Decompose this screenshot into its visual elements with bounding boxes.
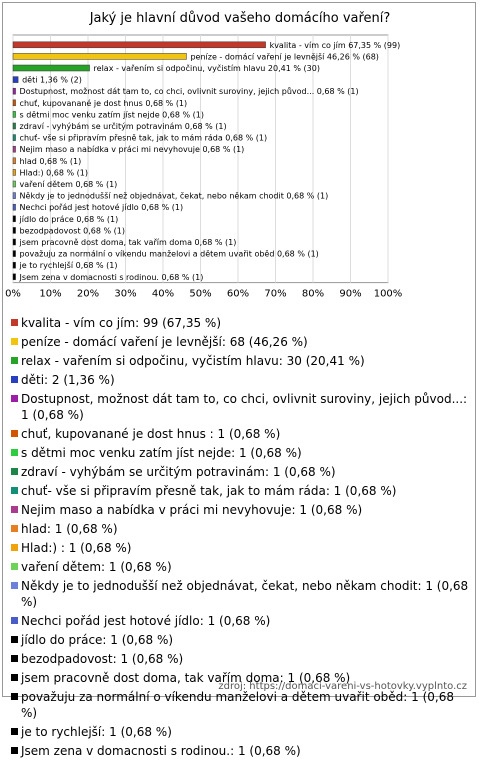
legend-item (11, 502, 473, 518)
legend-label: peníze - domácí vaření je levnější: 68 (46,26 %) (21, 335, 308, 349)
legend-item (11, 483, 473, 499)
bar-label: Nechci pořád jest hotové jídlo 0,68 % (1) (19, 203, 184, 213)
legend-label: považuju za normální o víkendu manželovi a dětem uvařit oběd: 1 (0,68 %) (21, 690, 455, 720)
legend-swatch (11, 525, 18, 532)
chart-title: Jaký je hlavní důvod vašeho domácího vaření? (89, 11, 391, 26)
legend-item (11, 391, 473, 423)
bar (13, 169, 16, 175)
legend-label: Nechci pořád jest hotové jídlo: 1 (0,68 %) (21, 614, 271, 628)
legend (11, 315, 473, 762)
legend-swatch (11, 449, 18, 456)
bar-label: je to rychlejší 0,68 % (1) (19, 261, 118, 271)
bar (13, 204, 16, 210)
x-tick-label: 20% (76, 288, 100, 300)
bar-label: Dostupnost, možnost dát tam to, co chci, ovlivnit suroviny, jejich původ... 0,68 % (1) (19, 87, 359, 97)
legend-item (11, 724, 473, 740)
legend-label: Jsem zena v domacnosti s rodinou.: 1 (0,68 %) (21, 744, 301, 758)
legend-label: Dostupnost, možnost dát tam to, co chci, ovlivnit suroviny, jejich původ...: 1 (0,68 %) (21, 392, 468, 422)
legend-label: chuť- vše si připravím přesně tak, jak to mám ráda: 1 (0,68 %) (21, 484, 397, 498)
bar (13, 193, 16, 199)
legend-label: kvalita - vím co jím: 99 (67,35 %) (21, 316, 222, 330)
bar (13, 251, 16, 257)
legend-label: hlad: 1 (0,68 %) (21, 522, 118, 536)
legend-label: vaření dětem: 1 (0,68 %) (21, 560, 172, 574)
legend-item (11, 578, 473, 610)
bar (13, 146, 16, 152)
plot-area (5, 35, 473, 300)
legend-swatch (11, 338, 18, 345)
legend-label: jsem pracovně dost doma, tak vařím doma: 1 (0,68 %) (21, 671, 351, 685)
x-tick-label: 90% (339, 288, 362, 300)
legend-item (11, 372, 473, 388)
x-tick-label: 40% (151, 288, 175, 300)
legend-item (11, 689, 473, 721)
legend-swatch (11, 319, 18, 326)
legend-swatch (11, 747, 18, 754)
bar (13, 262, 16, 268)
x-tick-label: 30% (114, 288, 137, 300)
bar (13, 77, 18, 83)
bar-label: vaření dětem 0,68 % (1) (19, 180, 118, 189)
legend-item (11, 521, 473, 537)
legend-item (11, 426, 473, 442)
bar (13, 88, 16, 94)
x-tick-label: 100% (373, 288, 403, 300)
legend-label: děti: 2 (1,36 %) (21, 373, 115, 387)
bar-label: jídlo do práce 0,68 % (1) (19, 214, 119, 224)
bar (13, 274, 16, 280)
bar (13, 53, 186, 59)
bar (13, 239, 16, 245)
legend-swatch (11, 430, 18, 437)
x-tick-label: 60% (226, 288, 250, 300)
bar (13, 123, 16, 129)
bar-label: považuju za normální o víkendu manželovi a dětem uvařit oběd 0,68 % (1) (19, 249, 319, 259)
bar-label: Nejim maso a nabídka v práci mi nevyhovuje 0,68 % (1) (19, 145, 245, 155)
legend-swatch (11, 728, 18, 735)
x-tick-label: 70% (264, 288, 287, 300)
bar-label: jsem pracovně dost doma, tak vařím doma 0,68 % (1) (19, 238, 237, 247)
legend-swatch (11, 655, 18, 662)
bar (13, 158, 16, 164)
legend-swatch (11, 582, 18, 589)
x-tick-label: 50% (189, 288, 212, 300)
bar-label: chuť, kupovanané je dost hnus 0,68 % (1) (19, 98, 188, 108)
legend-item (11, 743, 473, 759)
legend-label: chuť, kupovanané je dost hnus : 1 (0,68 %) (21, 427, 281, 441)
legend-swatch (11, 544, 18, 551)
legend-item (11, 353, 473, 369)
bar (13, 227, 16, 233)
legend-label: Hlad:) : 1 (0,68 %) (21, 541, 132, 555)
legend-swatch (11, 693, 18, 700)
bar-label: hlad 0,68 % (1) (19, 156, 82, 166)
bar-label: bezodpadovost 0,68 % (1) (19, 226, 125, 236)
source-note: zdroj: https://domaci-vareni-vs-hotovky.vyplnto.cz (218, 681, 467, 692)
legend-item (11, 559, 473, 575)
legend-item (11, 632, 473, 648)
legend-swatch (11, 563, 18, 570)
bar-label: kvalita - vím co jím 67,35 % (99) (269, 40, 401, 50)
x-tick-label: 80% (301, 288, 325, 300)
legend-item (11, 613, 473, 629)
bar-label: s dětmi moc venku zatím jíst nejde 0,68 % (1) (19, 110, 205, 120)
legend-label: Nejim maso a nabídka v práci mi nevyhovuje: 1 (0,68 %) (21, 503, 363, 517)
legend-swatch (11, 506, 18, 513)
legend-item (11, 445, 473, 461)
legend-item (11, 334, 473, 350)
legend-label: zdraví - vyhýbám se určitým potravinám: 1 (0,68 %) (21, 465, 336, 479)
legend-label: relax - vařením si odpočinu, vyčistím hlavu: 30 (20,41 %) (21, 354, 365, 368)
legend-swatch (11, 376, 18, 383)
legend-item (11, 651, 473, 667)
bar (13, 111, 16, 117)
bar-label: chuť- vše si připravím přesně tak, jak to mám ráda 0,68 % (1) (19, 133, 268, 143)
bar (13, 100, 16, 106)
legend-label: bezodpadovost: 1 (0,68 %) (21, 652, 184, 666)
legend-label: s dětmi moc venku zatím jíst nejde: 1 (0,68 %) (21, 446, 302, 460)
legend-swatch (11, 674, 18, 681)
bar (13, 216, 16, 222)
bar-label: Hlad:) 0,68 % (1) (19, 168, 88, 178)
legend-swatch (11, 395, 18, 402)
x-tick-label: 0% (5, 288, 21, 300)
legend-item (11, 315, 473, 331)
chart-frame (2, 2, 476, 758)
x-tick-label: 10% (39, 288, 62, 300)
bar-label: děti 1,36 % (2) (22, 75, 82, 85)
bar (13, 181, 16, 187)
bar-label: Jsem zena v domacnosti s rodinou. 0,68 % (1) (19, 272, 204, 282)
bar (13, 65, 90, 71)
bar-chart (5, 35, 473, 300)
legend-swatch (11, 636, 18, 643)
bar (13, 42, 266, 48)
bar-label: zdraví - vyhýbám se určitým potravinám 0,68 % (1) (19, 122, 227, 131)
bar-label: Někdy je to jednodušší než objednávat, čekat, nebo někam chodit 0,68 % (1) (19, 191, 329, 201)
legend-swatch (11, 617, 18, 624)
legend-swatch (11, 468, 18, 475)
legend-swatch (11, 357, 18, 364)
legend-swatch (11, 487, 18, 494)
legend-label: je to rychlejší: 1 (0,68 %) (21, 725, 172, 739)
legend-item (11, 540, 473, 556)
legend-label: Někdy je to jednodušší než objednávat, čekat, nebo někam chodit: 1 (0,68 %) (21, 579, 469, 609)
bar (13, 135, 16, 141)
bar-label: peníze - domácí vaření je levnější 46,26 % (68) (190, 52, 379, 62)
legend-label: jídlo do práce: 1 (0,68 %) (21, 633, 174, 647)
bar-label: relax - vařením si odpočinu, vyčistím hlavu 20,41 % (30) (93, 64, 320, 73)
legend-item (11, 464, 473, 480)
